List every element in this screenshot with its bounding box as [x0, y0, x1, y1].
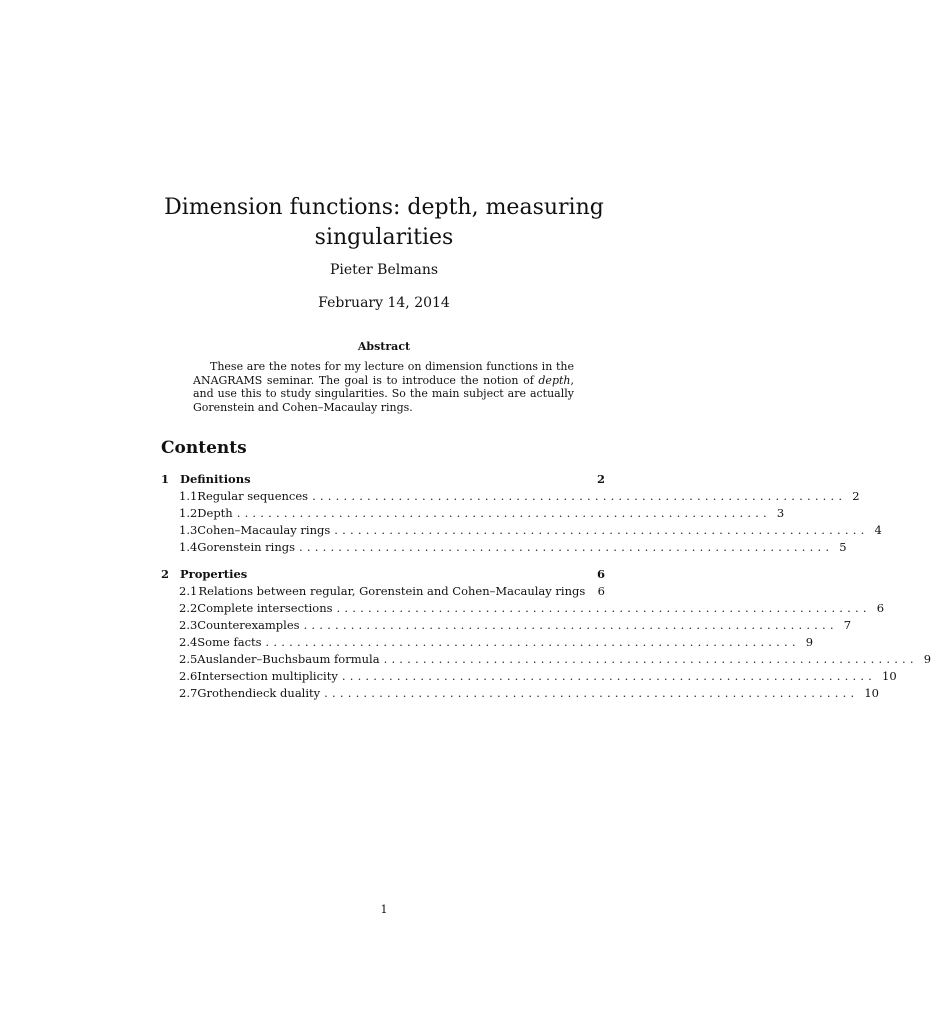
- abstract-text: [193, 360, 574, 414]
- toc-entry-1-4[interactable]: [161, 538, 847, 555]
- toc-section-number: 1: [161, 471, 170, 486]
- toc-entry-label: Some facts: [197, 634, 262, 649]
- toc-entry-label: Complete intersections: [197, 600, 333, 615]
- toc-entry-1-3[interactable]: [161, 521, 882, 538]
- toc-entry-1-1[interactable]: [161, 487, 860, 504]
- toc-entry-number: 2.4: [179, 634, 198, 649]
- abstract-text-part-2: , and use this to study singularities. So the main subject are actually Gorenstein and Cohen–Macaulay rings.: [193, 373, 574, 414]
- toc-entry-2-7[interactable]: [161, 684, 879, 701]
- abstract-heading: Abstract: [357, 340, 411, 353]
- toc-leader-dots: ....................................................................: [341, 668, 877, 683]
- toc-entry-number: 2.6: [179, 668, 198, 683]
- toc-entry-page: 5: [839, 539, 847, 554]
- toc-entry-page: 7: [843, 617, 852, 632]
- toc-entry-number: 2.5: [179, 651, 198, 666]
- toc-leader-dots: ....................................................................: [236, 505, 771, 520]
- toc-entry-label: Relations between regular, Gorenstein and Cohen–Macaulay rings: [198, 583, 586, 598]
- toc-leader-dots: ....................................................................: [312, 488, 847, 503]
- toc-leader-dots: ....................................................................: [303, 617, 838, 632]
- toc-entry-label: Grothendieck duality: [197, 685, 321, 700]
- toc-entry-label: Cohen–Macaulay rings: [197, 522, 331, 537]
- toc-entry-number: 2.3: [179, 617, 198, 632]
- toc-leader-dots: ....................................................................: [334, 522, 869, 537]
- toc-leader-dots: ....................................................................: [265, 634, 800, 649]
- toc-leader-dots: ....................................................................: [324, 685, 859, 700]
- toc-leader-dots: ....................................................................: [299, 539, 834, 554]
- abstract-emphasis: depth: [538, 373, 571, 387]
- toc-entry-label: Gorenstein rings: [197, 539, 296, 554]
- toc-entry-2-3[interactable]: [161, 616, 852, 633]
- toc-entry-label: Regular sequences: [197, 488, 309, 503]
- toc-entry-number: 1.2: [179, 505, 198, 520]
- toc-entry-1-2[interactable]: [161, 504, 785, 521]
- toc-entry-number: 2.7: [179, 685, 198, 700]
- toc-entry-page: 9: [805, 634, 814, 649]
- author: Pieter Belmans: [329, 262, 439, 278]
- toc-entry-page: 10: [864, 685, 879, 700]
- toc-entry-label: Auslander–Buchsbaum formula: [197, 651, 380, 666]
- toc-entry-2-1[interactable]: [161, 582, 605, 599]
- toc-entry-page: 9: [923, 651, 931, 666]
- toc-entry-number: 2.1: [179, 583, 198, 598]
- toc-entry-number: 1.1: [179, 488, 198, 503]
- toc-spacer: [161, 555, 605, 565]
- toc-entry-page: 6: [597, 583, 605, 598]
- table-of-contents: [161, 470, 931, 701]
- toc-leader-dots: ....................................................................: [383, 651, 918, 666]
- toc-section-page: 6: [596, 566, 605, 581]
- toc-entry-label: Intersection multiplicity: [197, 668, 338, 683]
- toc-entry-number: 1.3: [179, 522, 198, 537]
- toc-entry-label: Counterexamples: [197, 617, 300, 632]
- paper-title: [0, 193, 768, 253]
- toc-entry-2-2[interactable]: [161, 599, 885, 616]
- title-line-1: Dimension functions: depth, measuring: [164, 195, 604, 220]
- toc-section-label: Properties: [180, 566, 248, 581]
- date: February 14, 2014: [318, 295, 450, 311]
- toc-entry-number: 2.2: [179, 600, 198, 615]
- toc-entry-page: 4: [874, 522, 882, 537]
- toc-section-number: 2: [161, 566, 170, 581]
- toc-entry-page: 2: [852, 488, 860, 503]
- toc-entry-page: 6: [876, 600, 885, 615]
- toc-leader-dots: ....................................................................: [336, 600, 871, 615]
- toc-entry-2-4[interactable]: [161, 633, 814, 650]
- toc-section-1[interactable]: [161, 470, 605, 487]
- title-line-2: singularities: [314, 225, 454, 250]
- toc-entry-number: 1.4: [179, 539, 198, 554]
- toc-entry-page: 10: [882, 668, 897, 683]
- toc-section-2[interactable]: [161, 565, 605, 582]
- abstract-text-part-1: These are the notes for my lecture on dimension functions in the ANAGRAMS seminar. The goal is to introduce the notion of: [193, 360, 574, 387]
- page-number: 1: [380, 903, 388, 916]
- toc-entry-label: Depth: [197, 505, 233, 520]
- toc-entry-page: 3: [776, 505, 785, 520]
- toc-section-page: 2: [596, 471, 605, 486]
- toc-entry-2-5[interactable]: [161, 650, 931, 667]
- contents-heading: Contents: [161, 438, 247, 458]
- toc-entry-2-6[interactable]: [161, 667, 897, 684]
- toc-section-label: Definitions: [180, 471, 251, 486]
